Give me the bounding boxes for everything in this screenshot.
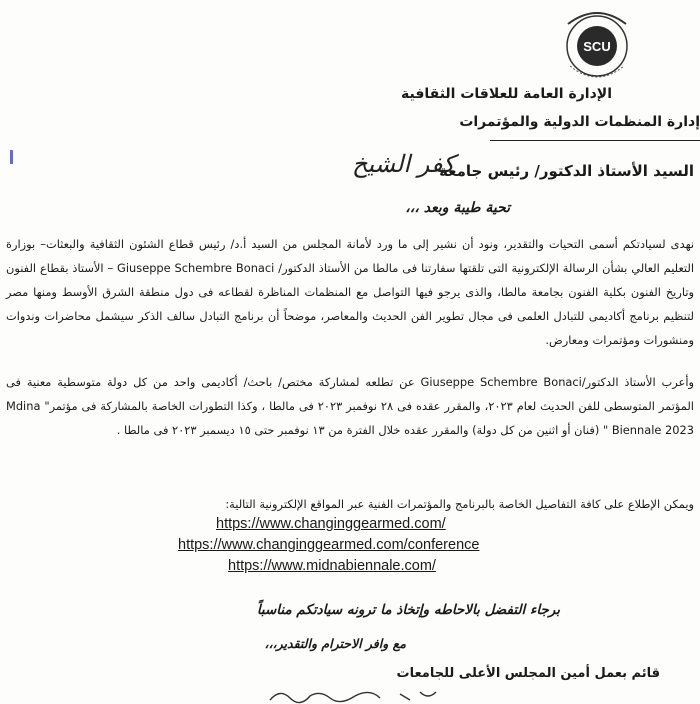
department-sub: إدارة المنظمات الدولية والمؤتمرات: [459, 114, 700, 130]
handwritten-addressee: كفر الشيخ: [352, 150, 455, 178]
logo-text: SCU: [583, 39, 611, 54]
department-general: الإدارة العامة للعلاقات الثقافية: [401, 86, 612, 102]
link-midnabiennale[interactable]: https://www.midnabiennale.com/: [228, 558, 436, 574]
closing-line: مع وافر الاحترام والتقدير،،،: [264, 636, 406, 651]
header-underline: [490, 140, 700, 141]
body-paragraph-1: نهدى لسيادتكم أسمى التحيات والتقدير، ونود أن نشير إلى ما ورد لأمانة المجلس من السيد أ.د/ رئيس قطاع الشئون الثقافية والبعثات– بوزارة التعليم العالي بشأن الرسالة الإلكترونية التى تلقتها سفارتنا فى مالطا من الأستاذ الدكتور/ Giuseppe Schembre Bonaci – الأستاذ بقطاع الفنون وتاريخ الفنون بكلية الفنون بجامعة مالطا، والذى يرجو فيها التواصل مع المنظمات المناظرة لقطاعه فى دول منطقة الشرق الأوسط ومنها مصر لتنظيم برنامج أكاديمى للتبادل العلمى فى مجال تطوير الفن الحديث والمعاصر، موضحاً أن برنامج التبادل سالف الذكر سيشمل محاضرات وندوات ومنشورات ومؤتمرات ومعارض.: [6, 237, 695, 347]
link-changinggearmed-conference[interactable]: https://www.changinggearmed.com/conference: [178, 537, 480, 553]
margin-mark: [10, 150, 13, 164]
scu-logo: [548, 4, 646, 84]
body-paragraph-3: ويمكن الإطلاع على كافة التفاصيل الخاصة بالبرنامج والمؤتمرات الفنية عبر المواقع الإلكترونية التالية:: [225, 497, 694, 511]
body-paragraph-2: وأعرب الأستاذ الدكتور/Giuseppe Schembre Bonaci عن تطلعه لمشاركة مختص/ باحث/ أكاديمى واحد من كل دولة متوسطية معنية فى المؤتمر المتوسطى للفن الحديث لعام ٢٠٢٣، والمقرر عقده فى ٢٨ نوفمبر ٢٠٢٣ فى مالطا ، وكذا التطورات الخاصة بالمشاركة فى مؤتمر" Mdina Biennale 2023 " (فنان أو اثنين من كل دولة) والمقرر عقده خلال الفترة من ١٣ نوفمبر حتى ١٥ ديسمبر ٢٠٢٣ فى مالطا .: [6, 375, 694, 437]
salutation: السيد الأستاذ الدكتور/ رئيس جامعة: [439, 162, 694, 180]
link-changinggearmed[interactable]: https://www.changinggearmed.com/: [216, 516, 446, 532]
signer-title: قائم بعمل أمين المجلس الأعلى للجامعات: [396, 666, 660, 681]
signature-scribble: [260, 686, 460, 704]
request-line: برجاء التفضل بالاحاطه وإتخاذ ما ترونه سيادتكم مناسباً: [256, 602, 560, 618]
greeting: تحية طيبة وبعد ،،،: [405, 200, 510, 216]
